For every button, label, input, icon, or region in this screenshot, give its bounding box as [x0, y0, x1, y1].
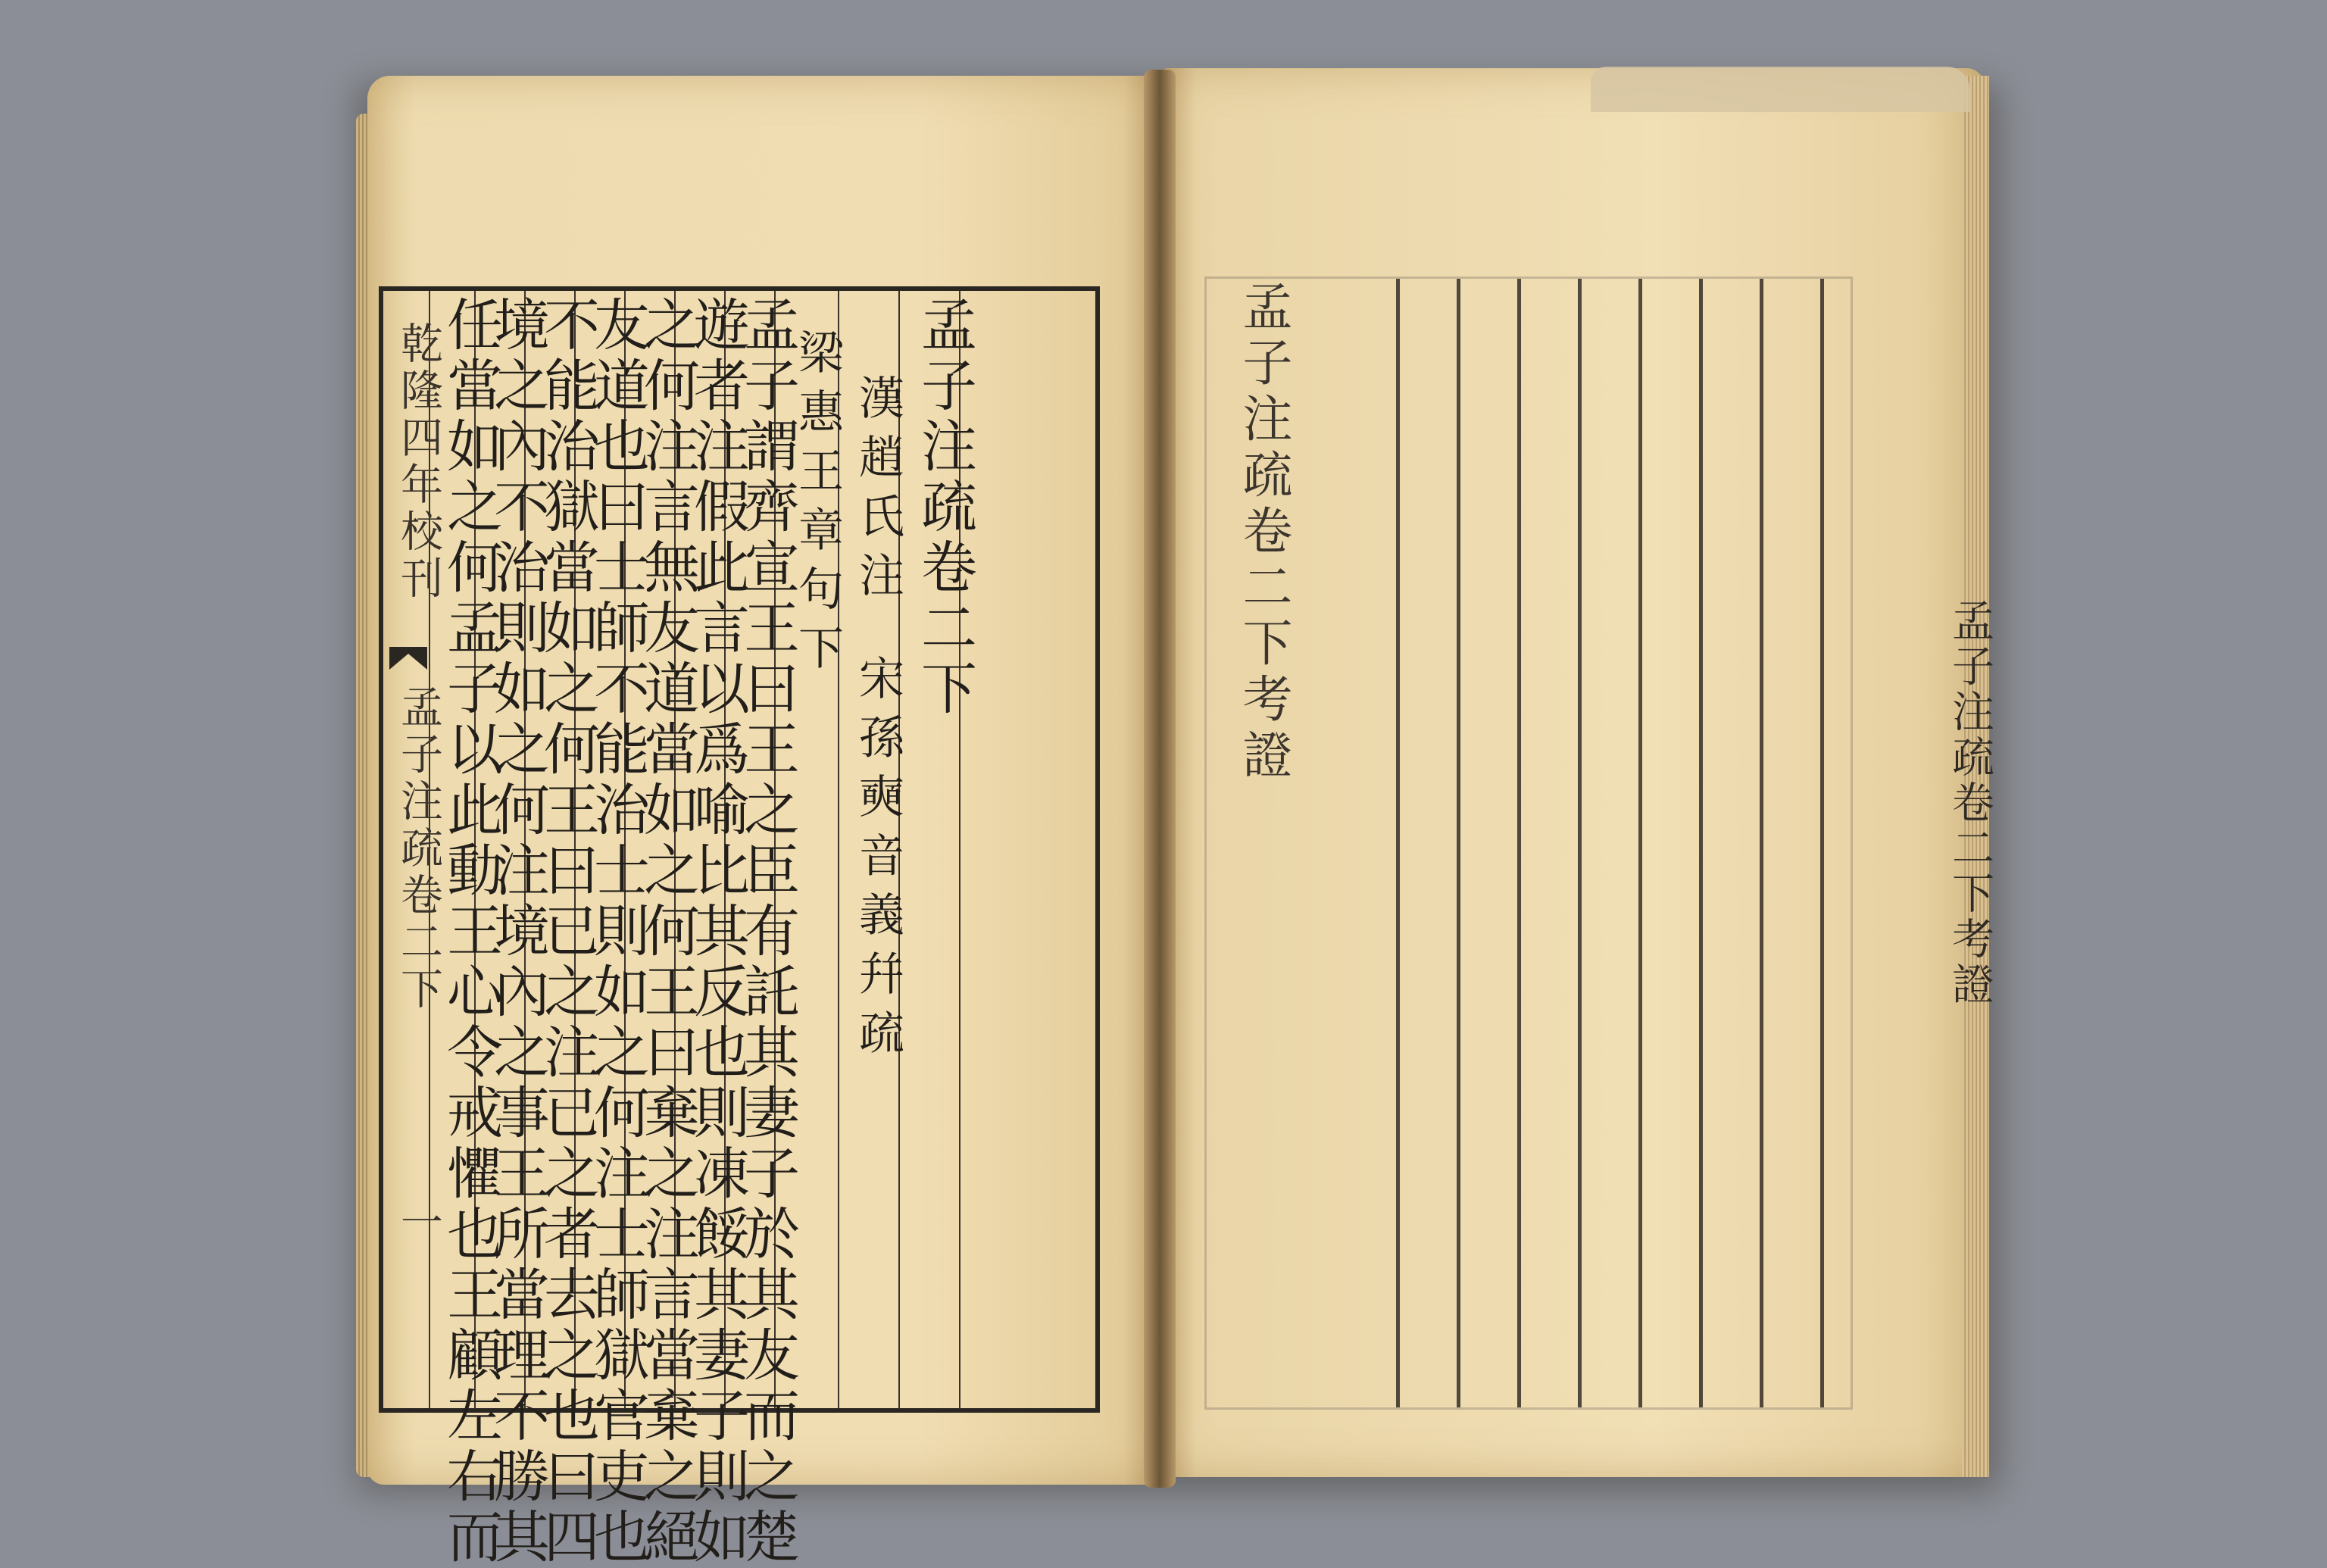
text-column-7: 任當如之何孟子以此動王心令戒懼也王顧左右而 — [438, 295, 503, 1568]
column-rule — [1578, 279, 1582, 1407]
torn-page-top — [1591, 67, 1969, 112]
book-spine — [1144, 70, 1176, 1488]
commentator-line: 漢趙氏注 — [851, 374, 904, 611]
column-rule — [1396, 279, 1400, 1407]
column-rule — [1699, 279, 1703, 1407]
margin-page-number: 一 — [394, 1200, 443, 1247]
column-rule — [1457, 279, 1460, 1407]
sub-commentator-line: 宋孫奭音義幷疏 — [851, 654, 904, 1068]
text-column-4: 友道也曰士師不能治士則如之何注士師獄官吏也 — [585, 295, 650, 1568]
text-column-1: 孟子謂齊宣王曰王之臣有託其妻子於其友而之楚 — [735, 295, 800, 1568]
text-column-2: 遊者注假此言以爲喻比其反也則凍餒其妻子則如 — [685, 295, 750, 1568]
text-column-3: 之何注言無友道當如之何王曰棄之注言當棄之絕 — [635, 295, 700, 1568]
right-edge-title: 孟子注疏卷二下考證 — [1945, 598, 1994, 1007]
column-rule — [1638, 279, 1642, 1407]
chapter-heading: 梁惠王章句下 — [791, 329, 844, 683]
column-rule — [1517, 279, 1521, 1407]
column-rule — [1820, 279, 1824, 1407]
page-title: 孟子注疏卷二下 — [912, 295, 977, 720]
text-column-6: 境之內不治則如之何注境內之事王所當理不勝其 — [485, 295, 550, 1568]
text-column-5: 不能治獄當如之何王曰已之注已之者去之也曰四 — [535, 295, 600, 1568]
margin-heart-title: 孟子注疏卷二下 — [394, 685, 443, 1014]
margin-edition: 乾隆四年校刊 — [394, 321, 443, 603]
column-rule — [1760, 279, 1763, 1407]
right-page-title: 孟子注疏卷二下考證 — [1234, 280, 1292, 785]
right-print-frame — [1204, 276, 1853, 1410]
fish-tail-mark — [389, 647, 427, 670]
left-print-frame — [379, 286, 1100, 1568]
